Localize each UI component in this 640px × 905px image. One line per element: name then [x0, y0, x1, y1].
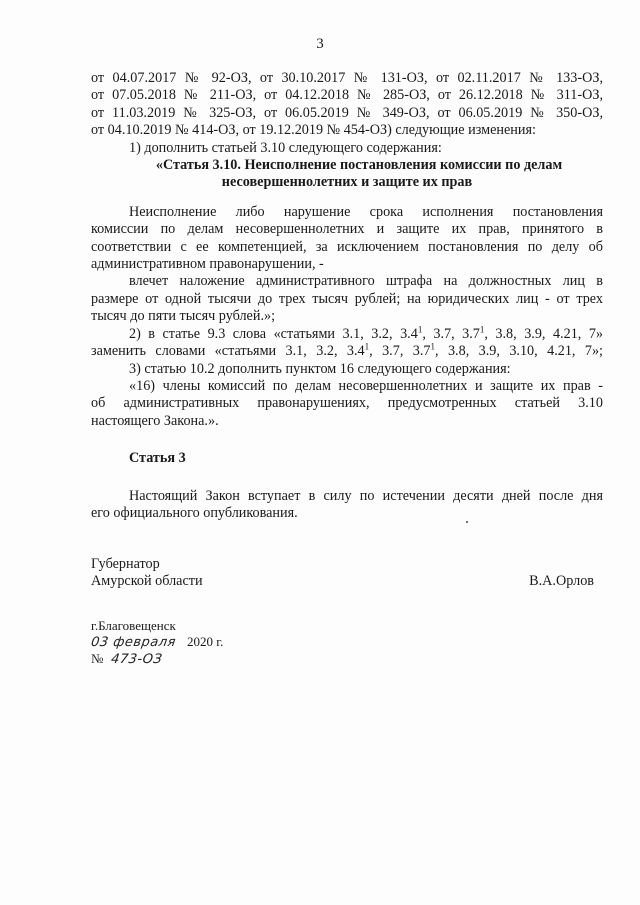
amendment-item-3: 3) статью 10.2 дополнить пунктом 16 следующего содержания:: [129, 360, 511, 377]
article-310-para: комиссии по делам несовершеннолетних и защите их прав, принятого в: [91, 221, 603, 238]
article-310-sanction: тысяч до пяти тысяч рублей.»;: [91, 308, 276, 325]
signatory-name: В.А.Орлов: [529, 573, 594, 589]
intro-line: от 04.07.2017 № 92-ОЗ, от 30.10.2017 № 131-ОЗ, от 02.11.2017 № 133-ОЗ,: [91, 70, 603, 86]
article-310-para: Неисполнение либо нарушение срока исполнения постановления: [129, 203, 603, 220]
article-310-para: соответствии с ее компетенцией, за исключением постановления по делу об: [91, 238, 603, 255]
amendment-item-1: 1) дополнить статьей 3.10 следующего содержания:: [129, 139, 442, 156]
article-3-heading: Статья 3: [129, 450, 186, 467]
article-310-sanction: влечет наложение административного штрафа на должностных лиц в: [129, 273, 603, 290]
page-number: 3: [316, 36, 324, 52]
year: 2020 г.: [187, 634, 224, 649]
document-body: [91, 70, 603, 522]
item-3-quote: «16) члены комиссий по делам несовершеннолетних и защите их прав -: [129, 377, 603, 394]
intro-line: от 11.03.2019 № 325-ОЗ, от 06.05.2019 № 349-ОЗ, от 06.05.2019 № 350-ОЗ,: [91, 104, 603, 121]
article-3-text: Настоящий Закон вступает в силу по истечении десяти дней после дня: [129, 487, 603, 504]
scan-speck: [466, 521, 468, 523]
city: г.Благовещенск: [91, 618, 176, 633]
signatory-region: Амурской области: [91, 573, 203, 589]
law-number-line: [91, 651, 223, 668]
date-line: [91, 634, 223, 651]
article-310-sanction: размере от одной тысячи до трех тысяч рублей; на юридических лиц - от трех: [91, 290, 603, 307]
article-310-para: административном правонарушении, -: [91, 256, 324, 273]
article-3-text: его официального опубликования.: [91, 504, 298, 521]
amendment-item-2-cont: заменить словами «статьями 3.1, 3.2, $3.4^1$, 3.7, $3.7^1$, 3.8, 3.9, 3.10, 4.21, 7»;: [91, 341, 604, 360]
handwritten-date: 03 февраля: [90, 635, 177, 650]
signatory-title: [91, 556, 203, 590]
amendment-item-2: 2) в статье 9.3 слова «статьями 3.1, 3.2, $3.4^1$, 3.7, $3.7^1$, 3.8, 3.9, 4.21, 7»: [129, 323, 604, 342]
place-and-date: [91, 618, 223, 668]
article-310-title-cont: несовершеннолетних и защите их прав: [221, 174, 473, 191]
handwritten-law-number: 473-ОЗ: [109, 652, 163, 667]
number-sign: №: [91, 651, 104, 666]
intro-line: от 07.05.2018 № 211-ОЗ, от 04.12.2018 № 285-ОЗ, от 26.12.2018 № 311-ОЗ,: [91, 87, 603, 104]
item-3-quote: об административных правонарушениях, предусмотренных статьей 3.10: [91, 395, 603, 412]
intro-line: от 04.10.2019 № 414-ОЗ, от 19.12.2019 № 454-ОЗ) следующие изменения:: [91, 122, 536, 139]
item-3-quote: настоящего Закона.».: [91, 412, 219, 429]
article-310-title: «Статья 3.10. Неисполнение постановления комиссии по делам: [155, 157, 563, 174]
signatory-position: Губернатор: [91, 556, 160, 572]
